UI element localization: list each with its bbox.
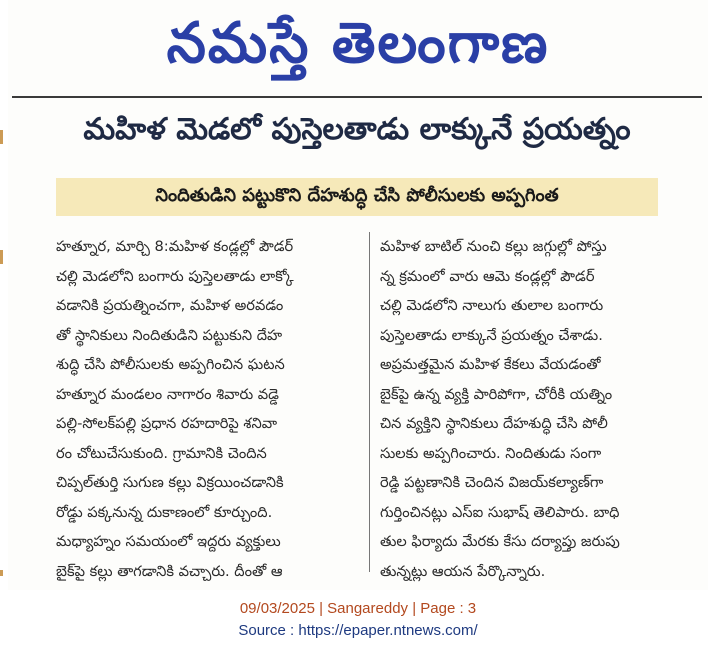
article-line: అప్రమత్తమైన మహిళ కేకలు వేయడంతో	[380, 356, 601, 373]
subheadline-deck: నిందితుడిని పట్టుకొని దేహశుద్ధి చేసి పోలీసులకు అప్పగింత	[56, 178, 658, 216]
article-column-right	[380, 232, 702, 586]
clipping-edge-marks	[0, 130, 4, 530]
article-line: పల్లి-సోలక్‌పల్లి ప్రధాన రహదారిపై శనివా	[56, 415, 278, 432]
masthead-divider	[12, 96, 702, 98]
newspaper-logo: నమస్తే తెలంగాణ	[166, 10, 550, 76]
article-line: చల్లి మెడలోని బంగారు పుస్తెలతాడు లాక్కో	[56, 267, 294, 285]
article-column-left	[56, 232, 378, 586]
article-line: మధ్యాహ్నం సమయంలో ఇద్దరు వ్యక్తులు	[56, 533, 281, 550]
article-line: బైక్‌పై కల్లు తాగడానికి వచ్చారు. దీంతో ఆ	[56, 562, 283, 580]
source-link[interactable]: Source : https://epaper.ntnews.com/	[238, 622, 478, 639]
article-line: రెడ్డి పట్టణానికి చెందిన విజయ్‌కల్యాణ్‌గా	[380, 474, 604, 491]
article-line: సులకు అప్పగించారు. నిందితుడు సంగా	[380, 444, 602, 462]
article-line: మహిళ బాటిల్ నుంచి కల్లు జగ్గుల్లో పోస్తు	[380, 238, 607, 255]
article-line: శుద్ధి చేసి పోలీసులకు అప్పగించిన ఘటన	[56, 356, 285, 373]
edition-info: 09/03/2025 | Sangareddy | Page : 3	[239, 600, 477, 617]
article-line: తున్నట్లు ఆయన పేర్కొన్నారు.	[380, 562, 546, 580]
headline: మహిళ మెడలో పుస్తెలతాడు లాక్కునే ప్రయత్నం	[83, 112, 631, 147]
article-line: రం చోటుచేసుకుంది. గ్రామానికి చెందిన	[56, 444, 267, 462]
article-line: తో స్థానికులు నిందితుడిని పట్టుకుని దేహ	[56, 326, 283, 344]
article-line: చల్లి మెడలోని నాలుగు తులాల బంగారు	[380, 297, 604, 314]
article-line: బైక్‌పై ఉన్న వ్యక్తి పారిపోగా, చోరీకి యత్నిం	[380, 385, 613, 403]
article-line: గుర్తించినట్లు ఎస్ఐ సుభాష్ తెలిపారు. బాధి	[380, 503, 620, 521]
clipping-footer	[0, 598, 716, 642]
column-divider	[369, 232, 370, 572]
article-line: హత్నూర, మార్చి 8:మహిళ కండ్లల్లో పౌడర్	[56, 238, 294, 255]
article-line: రోడ్డు పక్కనున్న దుకాణంలో కూర్చుంది.	[56, 503, 273, 521]
article-line: పుస్తెలతాడు లాక్కునే ప్రయత్నం చేశాడు.	[380, 326, 603, 344]
article-line: హత్నూర మండలం నాగారం శివారు వడ్డె	[56, 385, 279, 403]
article-line: న్న క్రమంలో వారు ఆమె కండ్లల్లో పౌడర్	[380, 267, 595, 285]
article-line: వడానికి ప్రయత్నించగా, మహిళ అరవడం	[56, 297, 284, 314]
article-line: చిన వ్యక్తిని స్థానికులు దేహశుద్ధి చేసి పోలీ	[380, 415, 608, 432]
masthead	[8, 2, 708, 84]
article-line: చిప్పల్‌తుర్తి సుగుణ కల్లు విక్రయించడానికి	[56, 474, 284, 491]
article-line: తుల ఫిర్యాదు మేరకు కేసు దర్యాప్తు జరుపు	[380, 533, 620, 550]
